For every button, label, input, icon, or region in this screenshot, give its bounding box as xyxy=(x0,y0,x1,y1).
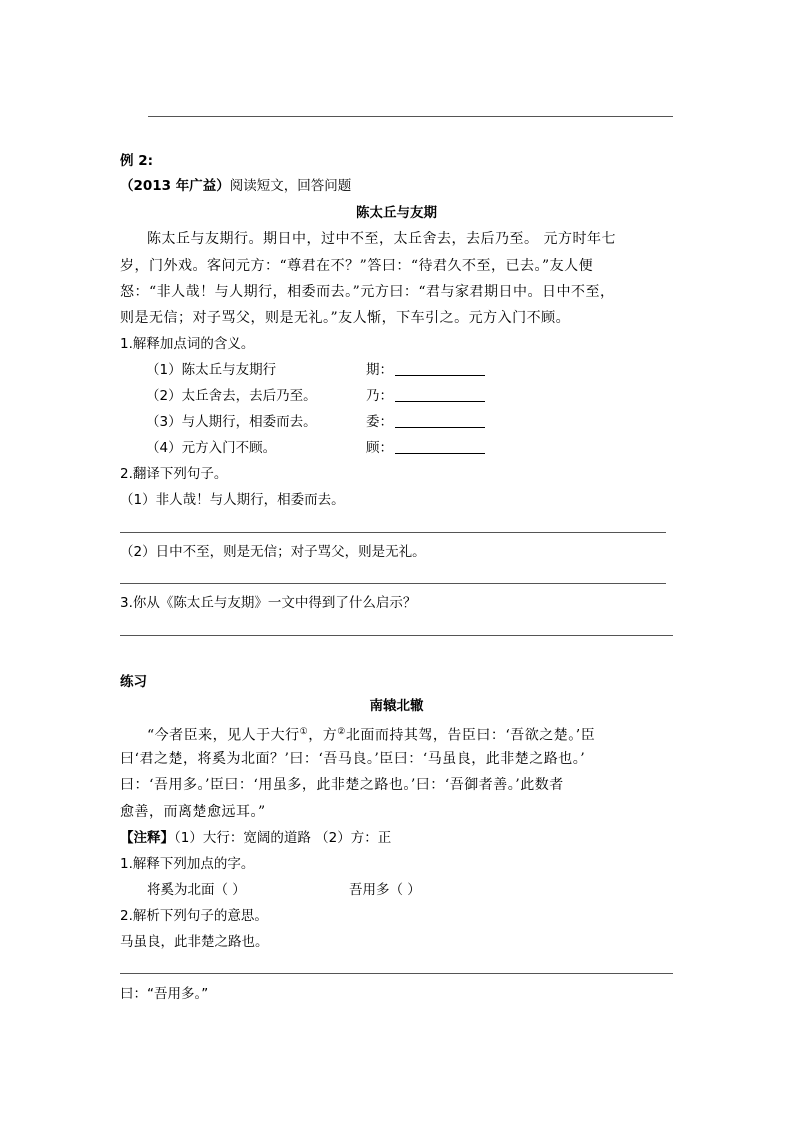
passage-line: 则是无信；对子骂父，则是无礼。”友人惭，下车引之。元方入门不顾。 xyxy=(120,310,571,326)
q1-sentence: （3）与人期行，相委而去。 xyxy=(146,414,317,430)
instruction-text: 阅读短文，回答问题 xyxy=(229,178,352,194)
footnote-marker-1: ① xyxy=(299,727,309,737)
answer-line[interactable] xyxy=(120,583,666,584)
q1-word: 期： xyxy=(366,362,393,378)
note-text: （1）大行：宽阔的道路 （2）方：正 xyxy=(174,830,392,846)
answer-blank[interactable] xyxy=(395,413,485,428)
q1-sentence: （4）元方入门不顾。 xyxy=(146,440,277,456)
answer-line[interactable] xyxy=(120,973,673,974)
practice-passage-line: 曰‘君之楚，将奚为北面？’曰：‘吾马良。’臣曰：‘马虽良，此非楚之路也。’ xyxy=(120,751,586,767)
practice-q1-item[interactable]: 吾用多（ ） xyxy=(349,882,421,898)
q2-sentence-1: （1）非人哉！与人期行，相委而去。 xyxy=(120,492,345,508)
notes xyxy=(120,829,391,847)
example-instruction xyxy=(120,177,351,195)
q1-word: 委： xyxy=(366,414,393,430)
practice-passage-line: 愈善，而离楚愈远耳。” xyxy=(120,804,266,820)
note-label: 【注释】 xyxy=(120,830,174,846)
passage-line: 岁，门外戏。客问元方：“尊君在不？”答曰：“待君久不至，已去。”友人便 xyxy=(120,258,594,274)
practice-passage-line: 曰：‘吾用多。’臣曰：‘用虽多，此非楚之路也。’曰：‘吾御者善。’此数者 xyxy=(120,777,564,793)
passage-line: 陈太丘与友期行。期日中，过中不至，太丘舍去，去后乃至。 元方时年七 xyxy=(147,231,616,247)
practice-q2-sentence-2: 曰：“吾用多。” xyxy=(120,986,209,1002)
q2-prompt: 2.翻译下列句子。 xyxy=(120,466,228,482)
q3-prompt: 3.你从《陈太丘与友期》一文中得到了什么启示？ xyxy=(120,595,417,611)
answer-blank[interactable] xyxy=(395,387,485,402)
q1-answer-row xyxy=(366,413,485,431)
q1-answer-row xyxy=(366,439,485,457)
practice-q1-item[interactable]: 将奚为北面（ ） xyxy=(147,882,246,898)
practice-passage-line: “今者臣来，见人于大行①，方②北面而持其驾，告臣曰：‘吾欲之楚。’臣 xyxy=(147,727,596,744)
q1-prompt: 1.解释加点词的含义。 xyxy=(120,336,255,352)
q1-answer-row xyxy=(366,361,485,379)
practice-q2-sentence-1: 马虽良，此非楚之路也。 xyxy=(120,934,269,950)
practice-title: 南辕北辙 xyxy=(369,698,424,714)
practice-q2-prompt: 2.解析下列句子的意思。 xyxy=(120,908,268,924)
passage-line: 怒：“非人哉！与人期行，相委而去。”元方曰：“君与家君期日中。日中不至， xyxy=(120,284,615,300)
q2-sentence-2: （2）日中不至，则是无信；对子骂父，则是无礼。 xyxy=(120,544,426,560)
passage-title: 陈太丘与友期 xyxy=(356,205,437,221)
answer-blank[interactable] xyxy=(395,361,485,376)
q1-word: 顾： xyxy=(366,440,393,456)
source-year: （2013 年广益） xyxy=(120,178,230,194)
q1-sentence: （1）陈太丘与友期行 xyxy=(146,362,277,378)
q1-answer-row xyxy=(366,387,485,405)
answer-line[interactable] xyxy=(120,532,666,533)
answer-blank[interactable] xyxy=(395,439,485,454)
q1-word: 乃： xyxy=(366,388,393,404)
example-heading: 例 2: xyxy=(120,153,153,169)
q1-sentence: （2）太丘舍去，去后乃至。 xyxy=(146,388,317,404)
footnote-marker-2: ② xyxy=(337,727,346,737)
practice-q1-prompt: 1.解释下列加点的字。 xyxy=(120,856,255,872)
top-rule xyxy=(148,116,673,117)
answer-line[interactable] xyxy=(120,635,673,636)
practice-heading: 练习 xyxy=(120,674,147,690)
